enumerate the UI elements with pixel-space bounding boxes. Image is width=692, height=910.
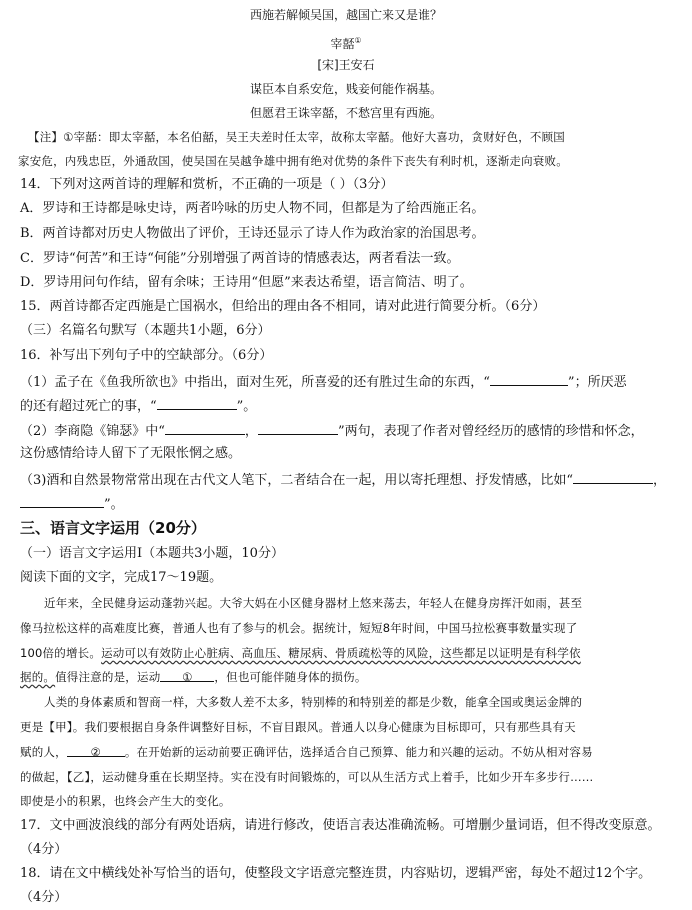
- passage-instruction: 阅读下面的文字，完成17～19题。: [20, 570, 223, 585]
- q16-2-blank-b[interactable]: [258, 421, 338, 435]
- q16-stem: 16．补写出下列句子中的空缺部分。（6分）: [20, 348, 273, 363]
- q16-3-blank-a[interactable]: [573, 470, 653, 484]
- q17-points: （4分）: [20, 842, 68, 857]
- q15-stem: 15．两首诗都否定西施是亡国祸水，但给出的理由各不相同，请对此进行简要分析。（6分）: [20, 299, 546, 314]
- q16-1-text-a: （1）孟子在《鱼我所欲也》中指出，面对生死，所喜爱的还有胜过生命的东西，“: [20, 375, 490, 390]
- q16-1-text-d: ”。: [236, 399, 257, 414]
- q16-1-text-c: 的还有超过死亡的事，“: [20, 399, 157, 414]
- q16-item-1-cont: [20, 396, 256, 416]
- passage-blank-1[interactable]: ①: [160, 668, 214, 682]
- passage-line-4-c: ，但也可能伴随身体的损伤。: [214, 670, 367, 684]
- passage-line-6: 更是【甲】。我们要根据自身条件调整好目标，不盲目跟风。普通人以身心健康为目标即可，只有那些具有天: [20, 720, 576, 734]
- passage-line-2: 像马拉松这样的高难度比赛，普通人也有了参与的机会。据统计，短短8年时间，中国马拉松赛事数量实现了: [20, 621, 578, 635]
- section-3-heading: （三）名篇名句默写（本题共1小题，6分）: [20, 323, 271, 338]
- q16-item-2: [20, 421, 644, 441]
- q14-option-b: B．两首诗都对历史人物做出了评价，王诗还显示了诗人作为政治家的治国思考。: [20, 226, 485, 241]
- passage-line-1: 近年来，全民健身运动蓬勃兴起。大爷大妈在小区健身器材上悠来荡去，年轻人在健身房挥汗如雨，甚至: [44, 596, 583, 610]
- q14-stem: 14．下列对这两首诗的理解和赏析，不正确的一项是（ ）（3分）: [20, 177, 394, 192]
- q16-2-text-b: ，: [244, 424, 258, 439]
- q16-3-text-c: ”。: [104, 497, 124, 512]
- part-3-subheading: （一）语言文字运用Ⅰ（本题共3小题，10分）: [20, 546, 284, 561]
- wavy-underlined-sentence-part-2: 据的。: [20, 670, 56, 684]
- footnote-mark: ①: [354, 36, 362, 45]
- passage-line-7-b: 。在开始新的运动前要正确评估，选择适合自己预算、能力和兴趣的运动。不妨从相对容易: [124, 745, 593, 759]
- q14-option-d: D．罗诗用问句作结，留有余味；王诗用“但愿”来表达希望，语言简洁、明了。: [20, 275, 473, 290]
- part-3-heading: 三、语言文字运用（20分）: [20, 519, 206, 537]
- passage-line-9: 即使是小的积累，也终会产生大的变化。: [20, 794, 231, 808]
- note-line-1: 【注】①宰嚭：即太宰嚭，本名伯嚭，吴王夫差时任太宰，故称太宰嚭。他好大喜功，贪财好色，不顾国: [28, 130, 566, 144]
- poem2-author: [宋]王安石: [317, 58, 375, 72]
- q17-stem: 17．文中画波浪线的部分有两处语病，请进行修改，使语言表达准确流畅。可增删少量词语，但不得改变原意。: [20, 818, 661, 833]
- q16-3-text-a: （3)酒和自然景物常常出现在古代文人笔下，二者结合在一起，用以寄托理想、抒发情感，比如“: [20, 473, 573, 488]
- poem2-title-text: 宰嚭: [330, 37, 355, 51]
- passage-line-3: [20, 644, 581, 662]
- passage-blank-2[interactable]: ②: [67, 743, 125, 757]
- q14-option-c: C．罗诗“何苦”和王诗“何能”分别增强了两首诗的情感表达，两者看法一致。: [20, 251, 460, 266]
- q16-2-text-a: （2）李商隐《锦瑟》中“: [20, 424, 165, 439]
- passage-line-4-b: 值得注意的是，运动: [55, 670, 161, 684]
- wavy-underlined-sentence-part-1: 运动可以有效防止心脏病、高血压、糖尿病、骨质疏松等的风险，这些都足以证明是有科学依: [101, 646, 581, 660]
- q16-item-3: [20, 470, 666, 490]
- q16-1-blank-b[interactable]: [157, 396, 237, 410]
- passage-line-7: [20, 743, 593, 761]
- q14-option-a: A．罗诗和王诗都是咏史诗，两者吟咏的历史人物不同，但都是为了给西施正名。: [20, 201, 485, 216]
- passage-line-4: [20, 668, 367, 686]
- q16-3-text-b: ，: [653, 473, 667, 488]
- passage-line-8: 的做起，【乙】，运动健身重在长期坚持。实在没有时间锻炼的，可以从生活方式上着手，比如少开车多步行……: [20, 770, 594, 784]
- q16-1-text-b: ”；所厌恶: [567, 375, 627, 390]
- q18-points: （4分）: [20, 890, 68, 905]
- q16-item-1: [20, 372, 627, 392]
- q18-stem: 18．请在文中横线处补写恰当的语句，使整段文字语意完整连贯，内容贴切，逻辑严密，每处不超过12个字。: [20, 866, 652, 881]
- poem2-line-2: 但愿君王诛宰嚭，不愁宫里有西施。: [249, 106, 442, 120]
- passage-line-3-a: 100倍的增长。: [20, 646, 102, 660]
- poem2-title: [0, 32, 692, 53]
- poem2-line-1: 谋臣本自系安危，贱妾何能作祸基。: [249, 82, 442, 96]
- q16-2-blank-a[interactable]: [165, 421, 245, 435]
- q16-2-text-c: ”两句，表现了作者对曾经经历的感情的珍惜和怀念，: [337, 424, 644, 439]
- poem1-last-line: 西施若解倾吴国，越国亡来又是谁？: [249, 8, 442, 22]
- passage-line-7-a: 赋的人，: [20, 745, 67, 759]
- note-line-2: 家安危，内残忠臣，外通敌国，使吴国在吴越争雄中拥有绝对优势的条件下丧失有利时机，逐渐走向衰败。: [18, 154, 568, 168]
- q16-item-3-cont: [20, 494, 124, 514]
- q16-1-blank-a[interactable]: [490, 372, 568, 386]
- passage-line-5: 人类的身体素质和智商一样，大多数人差不太多，特别棒的和特别差的都是少数，能拿全国或奥运金牌的: [44, 695, 583, 709]
- q16-3-blank-b[interactable]: [20, 494, 104, 508]
- q16-item-2-cont: 这份感情给诗人留下了无限怅惘之感。: [20, 446, 242, 461]
